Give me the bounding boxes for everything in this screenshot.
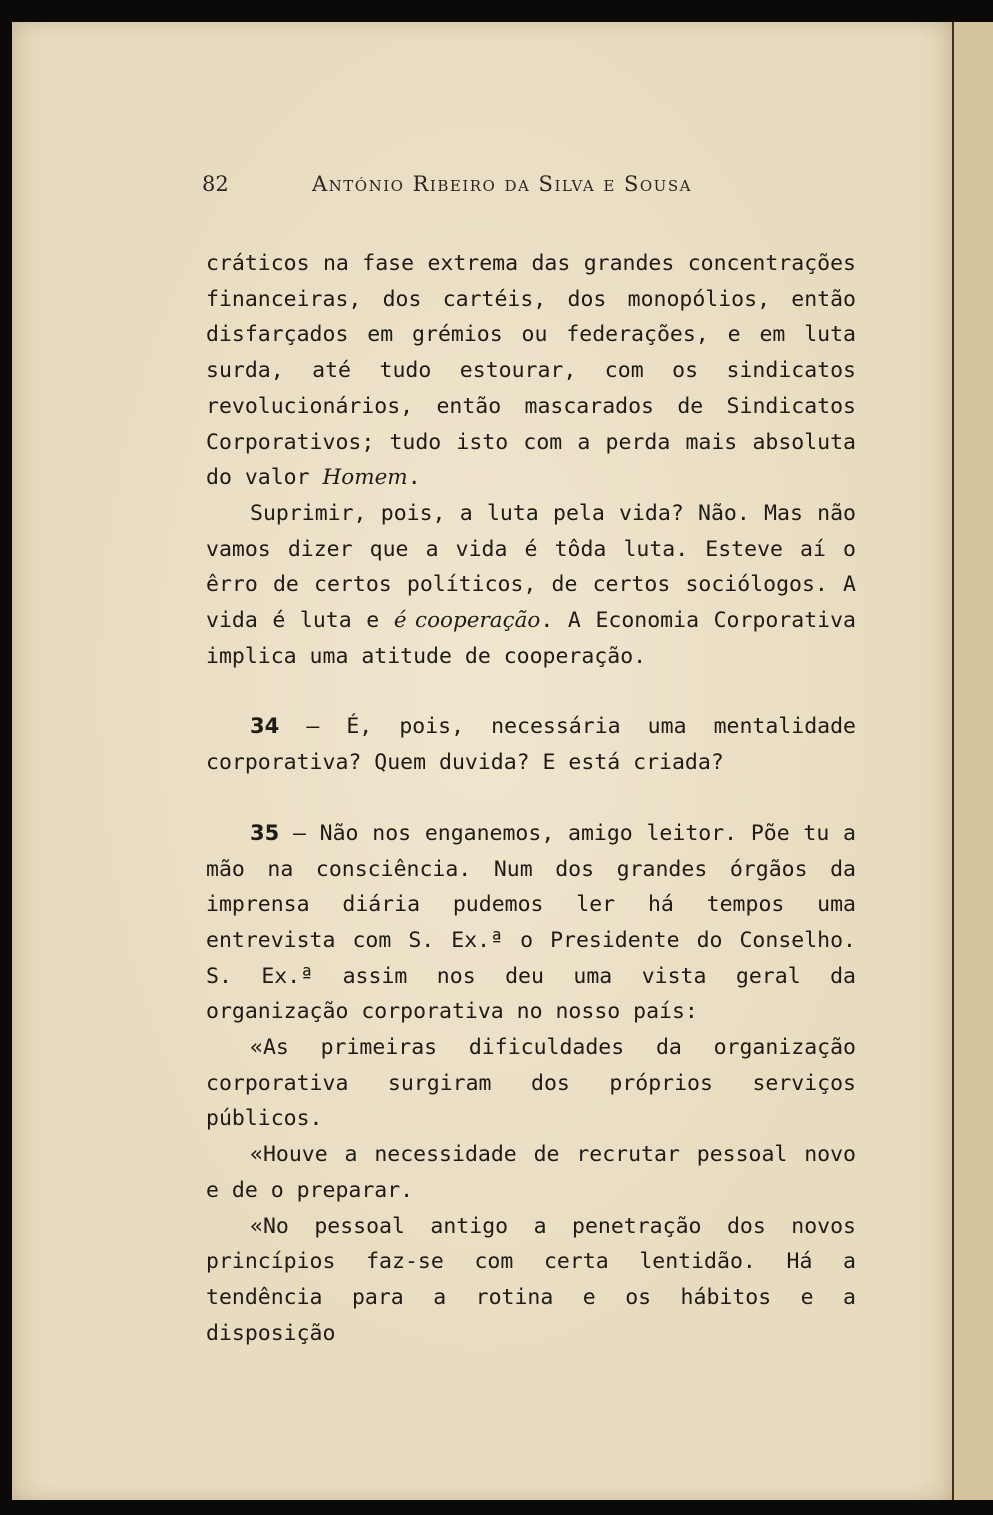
page-header — [202, 172, 762, 202]
section-35 — [206, 816, 856, 1030]
quote-1: «As primeiras dificuldades da organização corporativa surgiram dos próprios serviços públicos. — [206, 1035, 856, 1132]
adjacent-page-edge — [952, 22, 993, 1500]
paragraph-2-text: Suprimir, pois, a luta pela vida? Não. Mas não vamos dizer que a vida é tôda luta. Esteve aí o êrro de certos políticos, de certos sociólogos. A vida é luta e — [206, 500, 856, 634]
paragraph-2 — [206, 496, 856, 675]
emphasis-homem: Homem — [322, 465, 408, 491]
quote-2: «Houve a necessidade de recrutar pessoal novo e de o preparar. — [206, 1142, 856, 1203]
quote-3: «No pessoal antigo a penetração dos novos princípios faz-se com certa lentidão. Há a tendência para a rotina e os hábitos e a disposição — [206, 1213, 856, 1346]
section-34-number: 34 — [250, 714, 280, 739]
page-number: 82 — [202, 172, 229, 196]
section-35-text: — Não nos enganemos, amigo leitor. Põe tu a mão na consciência. Num dos grandes órgãos da imprensa diária pudemos ler há tempos uma entrevista com S. Ex.ª o Presidente do Conselho. S. Ex.ª assim nos deu uma vista geral da organização corporativa no nosso país: — [206, 820, 856, 1025]
section-35-number: 35 — [250, 820, 280, 845]
section-34 — [206, 709, 856, 780]
paragraph-1 — [206, 246, 856, 496]
emphasis-cooperacao: é cooperação — [393, 608, 541, 634]
paragraph-2-end: . A Economia Corporativa implica uma atitude de cooperação. — [206, 608, 856, 669]
running-head: António Ribeiro da Silva e Sousa — [312, 172, 692, 196]
paragraph-1-end: . — [407, 465, 421, 491]
paragraph-1-text: cráticos na fase extrema das grandes concentrações financeiras, dos cartéis, dos monopólios, então disfarçados em grémios ou federações, e em luta surda, até tudo estourar, com os sindicatos revolucionários, então mascarados de Sindicatos Corporativos; tudo isto com a perda mais absoluta do valor — [206, 251, 856, 491]
body-text — [206, 246, 856, 1351]
section-34-text: — É, pois, necessária uma mentalidade corporativa? Quem duvida? E está criada? — [206, 714, 856, 776]
